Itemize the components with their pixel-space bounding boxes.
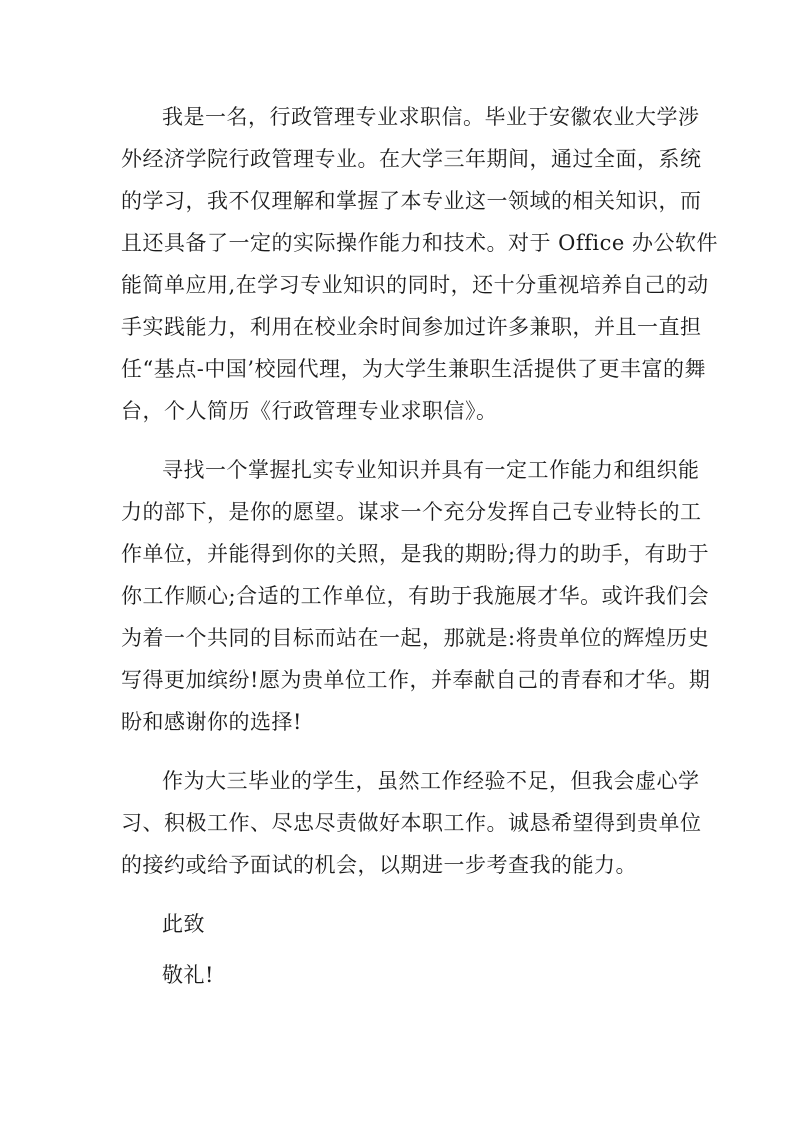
paragraph-line: 作为大三毕业的学生，虽然工作经验不足，但我会虚心学 [162,769,700,793]
paragraph-introduction [121,96,719,432]
paragraph-line: 台，个人简历《行政管理专业求职信》。 [121,399,498,423]
paragraph-line: 写得更加缤纷!愿为贵单位工作，并奉献自己的青春和才华。期 [121,668,711,692]
paragraph-line: 为着一个共同的目标而站在一起，那就是:将贵单位的辉煌历史 [121,626,710,650]
paragraph-line: 任“基点-中国’校园代理，为大学生兼职生活提供了更丰富的舞 [121,357,707,381]
paragraph-line: 的学习，我不仅理解和掌握了本专业这一领域的相关知识，而 [121,189,702,213]
paragraph-line: 寻找一个掌握扎实专业知识并具有一定工作能力和组织能 [162,458,700,482]
paragraph-line: 习、积极工作、尽忠尽责做好本职工作。诚恳希望得到贵单位 [121,811,702,835]
paragraph-line: 力的部下，是你的愿望。谋求一个充分发挥自己专业特长的工 [121,500,702,524]
closing-salutation-2 [121,954,666,996]
paragraph-line: 且还具备了一定的实际操作能力和技术。对于 Office 办公软件 [121,231,719,255]
paragraph-line: 外经济学院行政管理专业。在大学三年期间，通过全面，系统 [121,147,702,171]
paragraph-motivation [121,449,711,743]
paragraph-line: 你工作顺心;合适的工作单位，有助于我施展才华。或许我们会 [121,584,710,608]
paragraph-line: 手实践能力，利用在校业余时间参加过许多兼职，并且一直担 [121,315,702,339]
paragraph-line: 作单位，并能得到你的关照，是我的期盼;得力的助手，有助于 [121,542,710,566]
paragraph-conclusion [121,760,702,886]
paragraph-line: 能简单应用,在学习专业知识的同时，还十分重视培养自己的动 [121,273,709,297]
closing-text: 此致 [162,912,205,936]
closing-text: 敬礼! [162,963,214,987]
paragraph-line: 我是一名，行政管理专业求职信。毕业于安徽农业大学涉 [162,105,700,129]
closing-salutation-1 [121,903,666,945]
paragraph-line: 盼和感谢你的选择! [121,710,302,734]
paragraph-line: 的接约或给予面试的机会，以期进一步考查我的能力。 [121,853,637,877]
document-page [121,96,719,1005]
